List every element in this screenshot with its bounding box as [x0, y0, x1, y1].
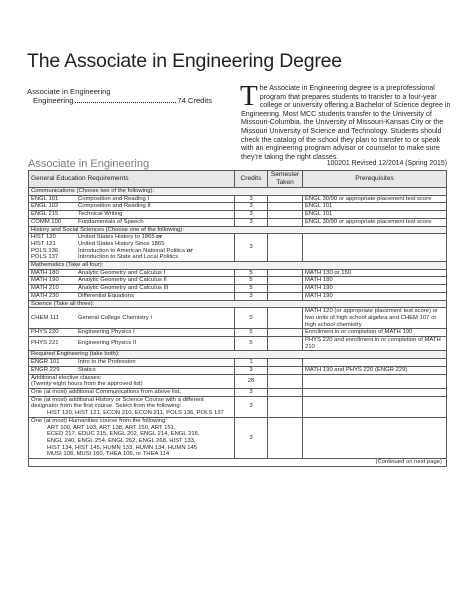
course-name: Statics: [78, 366, 96, 373]
course-name: Analytic Geometry and Calculus III: [78, 285, 169, 292]
elective-humanities-courses: ECED 217, EDUC 215, ENGL 202, ENGL 214, ENGL 216,: [47, 431, 200, 438]
group-header-mathematics: Mathematics (Take all four):: [29, 262, 447, 270]
course-prereq: MATH 190: [303, 292, 447, 300]
course-credits: 3: [235, 366, 268, 374]
semester-cell: [268, 234, 303, 262]
course-prereq: [303, 359, 447, 367]
semester-cell: [268, 359, 303, 367]
revision-note: 100201 Revised 12/2014 (Spring 2015): [326, 160, 447, 167]
course-code: CHEM 111: [31, 314, 59, 321]
course-credits: 5: [235, 285, 268, 293]
table-row: [29, 329, 447, 337]
course-credits: 1: [235, 359, 268, 367]
table-row: [29, 292, 447, 300]
table-row: [29, 195, 447, 203]
dot-leader: [75, 96, 177, 103]
table-row: [29, 308, 447, 329]
course-name: Introduction to American National Politics: [78, 247, 186, 254]
elective-humanities-courses: ART 100, ART 103, ART 138, ART 150, ART 151,: [47, 424, 176, 431]
course-credits: 3: [235, 396, 268, 417]
elective-humanities-courses: ENGL 240, ENGL 254, ENGL 262, ENGL 268, HIST 133,: [47, 437, 196, 444]
group-header-history: History and Social Sciences (Choose one of the following):: [29, 226, 447, 234]
course-name: United States History to 1865: [78, 234, 155, 241]
table-row: [29, 234, 447, 262]
course-prereq: [303, 388, 447, 396]
course-prereq: [303, 374, 447, 388]
course-credits: 3: [235, 211, 268, 219]
semester-cell: [268, 203, 303, 211]
course-credits: 3: [235, 234, 268, 262]
course-code: MATH 210: [31, 285, 59, 292]
semester-cell: [268, 195, 303, 203]
course-credits: 3: [235, 417, 268, 458]
table-row: [29, 337, 447, 351]
course-prereq: MATH 130 or 150: [303, 269, 447, 277]
course-name: Analytic Geometry and Calculus I: [78, 269, 166, 276]
semester-cell: [268, 218, 303, 226]
course-prereq: ENGL 101: [303, 203, 447, 211]
course-credits: 5: [235, 277, 268, 285]
semester-cell: [268, 337, 303, 351]
course-code: ENGL 101: [31, 195, 59, 202]
section-title: Associate in Engineering: [28, 158, 150, 170]
course-name: Introduction to State and Local Politics: [78, 254, 179, 261]
course-name: Engineering Physics I: [78, 329, 135, 336]
course-code: COMM 100: [31, 218, 62, 225]
course-name: Fundamentals of Speech: [78, 218, 144, 225]
degree-credit-summary: [27, 87, 212, 105]
elective-humanities-courses: MUSI 108, MUSI 160, THEA 106, or THEA 114: [47, 451, 170, 458]
course-code: ENGL 215: [31, 211, 59, 218]
course-name: Analytic Geometry and Calculus II: [78, 277, 167, 284]
group-header-science: Science (Take all three):: [29, 300, 447, 308]
elective-credits: 28: [235, 374, 268, 388]
table-row-continued: [29, 459, 447, 467]
course-credits: 5: [235, 308, 268, 329]
elective-label: Additional elective classes:: [31, 374, 102, 381]
table-row: [29, 388, 447, 396]
page-title: The Associate in Engineering Degree: [27, 50, 342, 72]
course-code: MATH 230: [31, 292, 59, 299]
semester-cell: [268, 308, 303, 329]
degree-credits: 74 Credits: [177, 96, 212, 105]
course-prereq: [303, 234, 447, 262]
course-name: Differential Equations: [78, 292, 134, 299]
course-name: Composition and Reading I: [78, 195, 150, 202]
course-code: HIST 120: [31, 234, 56, 241]
course-code: MATH 180: [31, 269, 59, 276]
course-name: United States History Since 1865: [78, 240, 165, 247]
table-row: [29, 277, 447, 285]
course-credits: 5: [235, 329, 268, 337]
semester-cell: [268, 211, 303, 219]
course-credits: 5: [235, 337, 268, 351]
elective-history-line: One (at most) additional History or Science Course with a different: [31, 396, 204, 403]
table-row: [29, 203, 447, 211]
course-prereq: MATH 190 and PHYS 220 (ENGR 229): [303, 366, 447, 374]
elective-humanities-courses: HIST 134, HIST 145, HUMN 133, HUMN 134, HUMN 145: [47, 444, 198, 451]
drop-cap: T: [240, 80, 258, 112]
requirements-table: [28, 170, 447, 467]
course-prereq: MATH 180: [303, 277, 447, 285]
group-header-communications: Communications (Choose two of the following):: [29, 188, 447, 196]
course-credits: 3: [235, 218, 268, 226]
course-code: ENGR 229: [31, 366, 60, 373]
course-name: Engineering Physics II: [78, 340, 137, 347]
elective-note: (Twenty eight hours from the approved list): [31, 381, 143, 388]
elective-history-line: designator from the first course. Select from the following:: [31, 403, 182, 410]
table-row: [29, 211, 447, 219]
semester-cell: [268, 269, 303, 277]
header-semester: Semester Taken: [268, 171, 303, 188]
elective-humanities-line: One (at most) Humanities course from the following:: [31, 417, 167, 424]
course-credits: 5: [235, 269, 268, 277]
course-credits: 3: [235, 195, 268, 203]
semester-cell: [268, 292, 303, 300]
course-prereq: MATH 120 (or appropriate placement test score) or two units of high school algebra and CHEM 107 or high school chemistry: [303, 308, 447, 329]
course-code: MATH 190: [31, 277, 59, 284]
conjunction: or: [156, 234, 163, 241]
course-prereq: [303, 396, 447, 417]
semester-cell: [268, 388, 303, 396]
table-row: [29, 417, 447, 458]
course-code: POLS 136: [31, 247, 59, 254]
degree-program: Engineering: [33, 96, 74, 105]
header-prerequisites: Prerequisites: [303, 171, 447, 188]
course-name: Technical Writing: [78, 211, 123, 218]
semester-cell: [268, 277, 303, 285]
course-prereq: Enrollment in or completion of MATH 190: [303, 329, 447, 337]
intro-text: he Associate in Engineering degree is a preprofessional program that prepares students to transfer to a four-year college or university offering a Bachelor of Science degree in Engineering. Most MCC students transfer to the University of Missouri-Columbia, the University of Missouri-Kansas City or the Missouri University of Science and Technology. Students should check the catalog of the school they plan to transfer to or speak with an engineering program advisor or counselor to make sure they’re taking the right classes.: [241, 84, 451, 161]
course-credits: 3: [235, 203, 268, 211]
course-prereq: MATH 190: [303, 285, 447, 293]
table-row: [29, 396, 447, 417]
table-row: [29, 218, 447, 226]
course-code: POLS 137: [31, 254, 59, 261]
header-requirements: General Education Requirements: [29, 171, 235, 188]
degree-name: Associate in Engineering: [27, 87, 111, 96]
table-header-row: [29, 171, 447, 188]
course-code: PHYS 220: [31, 329, 59, 336]
header-credits: Credits: [235, 171, 268, 188]
course-code: PHYS 221: [31, 340, 59, 347]
course-code: ENGL 102: [31, 203, 59, 210]
semester-cell: [268, 374, 303, 388]
table-row: [29, 285, 447, 293]
table-row: [29, 269, 447, 277]
conjunction: or: [186, 247, 193, 254]
course-prereq: ENGL 101: [303, 211, 447, 219]
course-name: Intro to the Profession: [78, 359, 136, 366]
continued-note: (Continued on next page): [29, 459, 447, 467]
semester-cell: [268, 366, 303, 374]
course-prereq: ENGL 30/90 or appropriate placement test score: [303, 195, 447, 203]
course-prereq: PHYS 220 and enrollment in or completion of MATH 210: [303, 337, 447, 351]
course-code: ENGR 101: [31, 359, 60, 366]
semester-cell: [268, 396, 303, 417]
semester-cell: [268, 329, 303, 337]
course-credits: 3: [235, 388, 268, 396]
course-prereq: ENGL 30/90 or appropriate placement test score: [303, 218, 447, 226]
elective-communications: One (at most) additional Communications from above list,: [29, 388, 235, 396]
course-name: Composition and Reading II: [78, 203, 151, 210]
course-prereq: [303, 417, 447, 458]
table-row: [29, 359, 447, 367]
group-header-engineering: Required Engineering (take both):: [29, 351, 447, 359]
semester-cell: [268, 285, 303, 293]
course-name: General College Chemistry I: [78, 314, 152, 321]
table-row: [29, 366, 447, 374]
table-row-electives: [29, 374, 447, 388]
elective-history-courses: HIST 120, HIST 121, ECON 210, ECON 211, POLS 136, POLS 137: [47, 410, 224, 417]
course-code: HIST 121: [31, 240, 56, 247]
intro-paragraph: [240, 80, 453, 161]
semester-cell: [268, 417, 303, 458]
course-credits: 3: [235, 292, 268, 300]
